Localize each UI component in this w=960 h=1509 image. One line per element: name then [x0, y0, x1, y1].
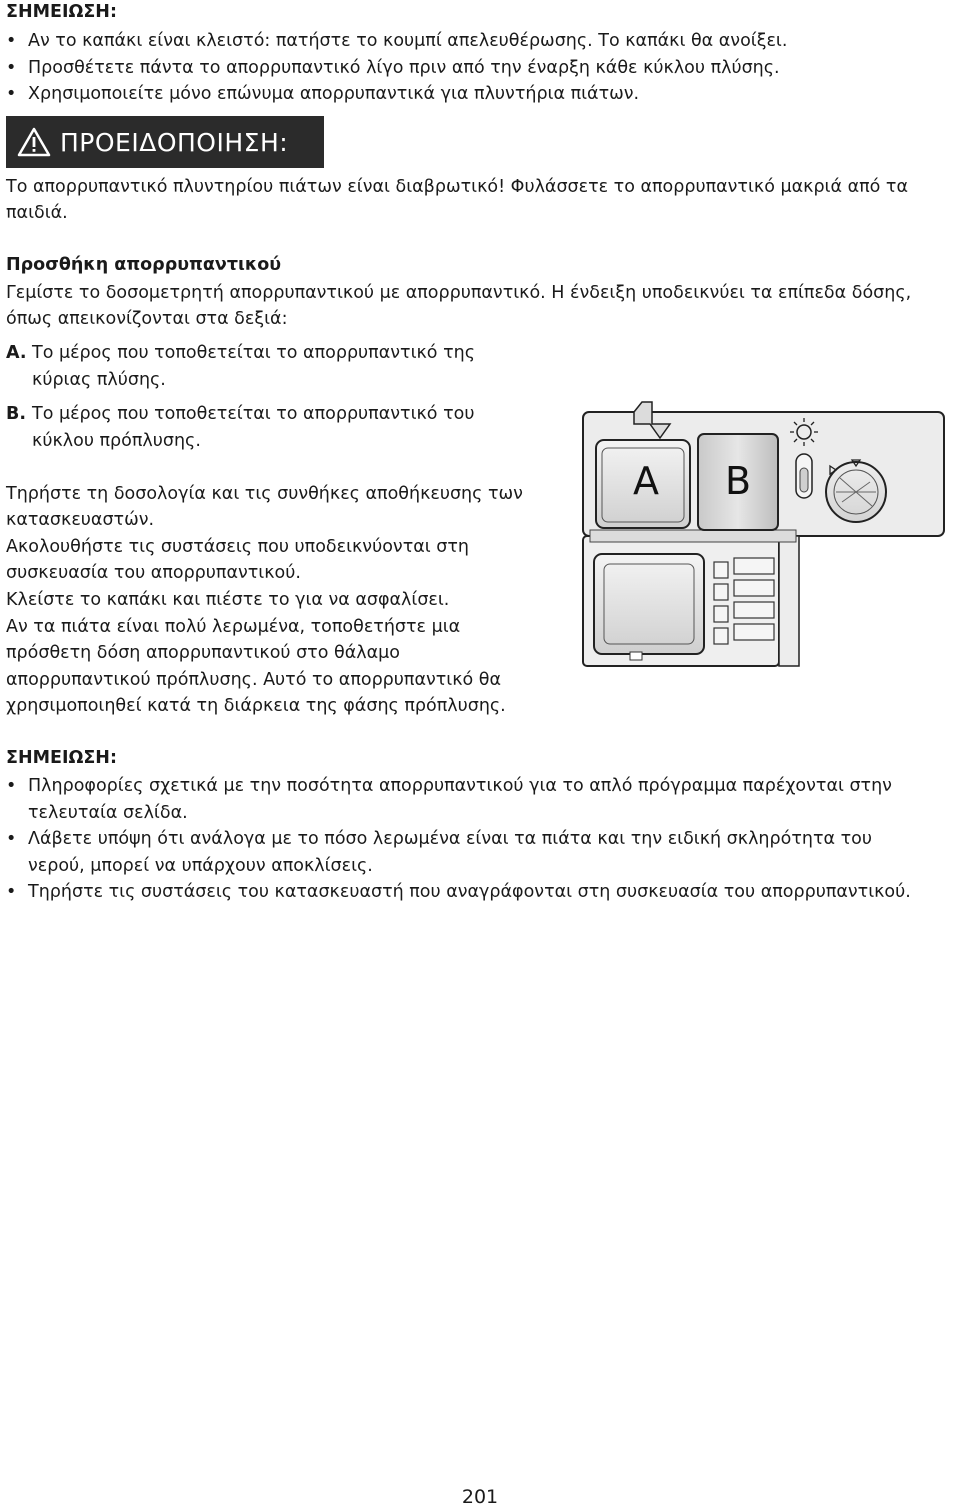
list-item-line: Τηρήστε τις συστάσεις του κατασκευαστή που αναγράφονται στη συσκευασία του απορρυπαντικού. — [28, 882, 911, 902]
item-a-label: A. — [6, 343, 27, 363]
body-line: Τηρήστε τη δοσολογία και τις συνθήκες αποθήκευσης των — [6, 484, 523, 504]
list-item-line: τελευταία σελίδα. — [28, 802, 188, 823]
body-line: απορρυπαντικού πρόπλυσης. Αυτό το απορρυπαντικό θα — [6, 670, 502, 690]
item-a-text-cont: κύριας πλύσης. — [32, 369, 166, 390]
item-b-text-cont: κύκλου πρόπλυσης. — [32, 430, 201, 451]
warning-text-line: παιδιά. — [6, 203, 68, 223]
note-list — [6, 28, 787, 108]
note-title: ΣΗΜΕΙΩΣΗ: — [6, 2, 117, 22]
item-b — [6, 401, 474, 454]
item-b-label: B. — [6, 404, 26, 424]
warning-title: ΠΡΟΕΙΔΟΠΟΙΗΣΗ: — [60, 127, 289, 157]
list-item: • Χρησιμοποιείτε μόνο επώνυμα απορρυπαντικά για πλυντήρια πιάτων. — [6, 81, 787, 108]
list-item-line: νερού, μπορεί να υπάρχουν αποκλίσεις. — [28, 855, 373, 876]
body-line: Ακολουθήστε τις συστάσεις που υποδεικνύονται στη — [6, 537, 469, 557]
body-line: συσκευασία του απορρυπαντικού. — [6, 563, 301, 583]
list-item: • Αν το καπάκι είναι κλειστό: πατήστε το κουμπί απελευθέρωσης. Το καπάκι θα ανοίξει. — [6, 28, 787, 55]
item-b-text: Το μέρος που τοποθετείται το απορρυπαντικό του — [32, 404, 475, 424]
intro-line: Γεμίστε το δοσομετρητή απορρυπαντικού με απορρυπαντικό. Η ένδειξη υποδεικνύει τα επίπεδα δόσης, — [6, 283, 912, 303]
list-item-line: Πληροφορίες σχετικά με την ποσότητα απορρυπαντικού για το απλό πρόγραμμα παρέχονται στην — [28, 776, 892, 796]
section-heading: Προσθήκη απορρυπαντικού — [6, 255, 282, 275]
intro-line: όπως απεικονίζονται στα δεξιά: — [6, 309, 288, 329]
list-item — [6, 826, 911, 879]
list-item: • Προσθέτετε πάντα το απορρυπαντικό λίγο πριν από την έναρξη κάθε κύκλου πλύσης. — [6, 55, 787, 82]
item-a — [6, 340, 475, 393]
note-list — [6, 773, 911, 906]
body-line: χρησιμοποιηθεί κατά τη διάρκεια της φάσης πρόπλυσης. — [6, 696, 506, 716]
warning-banner — [6, 116, 324, 168]
list-item — [6, 773, 911, 826]
body-line: Αν τα πιάτα είναι πολύ λερωμένα, τοποθετήστε μια — [6, 617, 461, 637]
note-title: ΣΗΜΕΙΩΣΗ: — [6, 748, 117, 768]
item-a-text: Το μέρος που τοποθετείται το απορρυπαντικό της — [32, 343, 475, 363]
warning-triangle-icon — [16, 126, 52, 158]
detergent-dispenser-diagram — [580, 398, 948, 670]
page-number: 201 — [461, 1486, 499, 1508]
compartment-b-label: B — [724, 459, 752, 503]
warning-text-line: Το απορρυπαντικό πλυντηρίου πιάτων είναι διαβρωτικό! Φυλάσσετε το απορρυπαντικό μακριά από τα — [6, 177, 908, 197]
list-item — [6, 879, 911, 906]
compartment-a-label: A — [633, 459, 659, 503]
body-line: κατασκευαστών. — [6, 510, 155, 530]
body-line: πρόσθετη δόση απορρυπαντικού στο θάλαμο — [6, 643, 400, 663]
list-item-line: Λάβετε υπόψη ότι ανάλογα με το πόσο λερωμένα είναι τα πιάτα και την ειδική σκληρότητα του — [28, 829, 872, 849]
body-line: Κλείστε το καπάκι και πιέστε το για να ασφαλίσει. — [6, 590, 450, 610]
